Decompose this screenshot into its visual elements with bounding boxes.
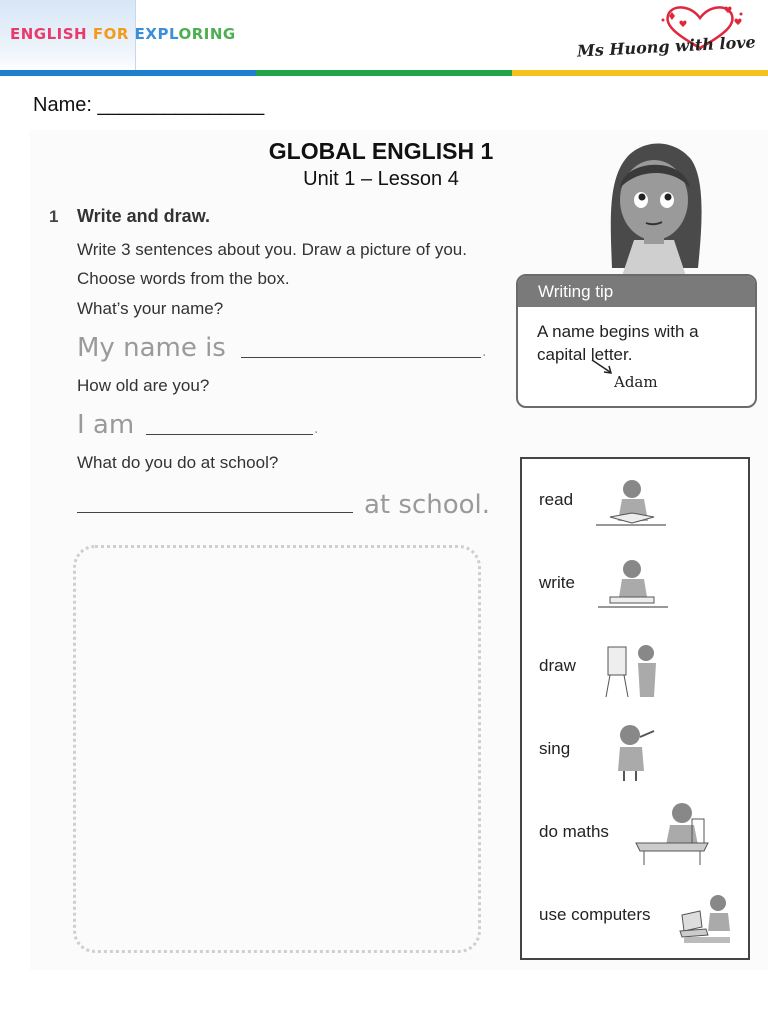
instruction-line: Choose words from the box. bbox=[77, 269, 290, 288]
question-age: How old are you? bbox=[77, 376, 210, 395]
answer-line-school[interactable] bbox=[77, 512, 353, 513]
writing-tip-title: Writing tip bbox=[518, 276, 755, 307]
word-sing: sing bbox=[539, 739, 571, 758]
period: . bbox=[314, 420, 319, 437]
logo: ENGLISH FOR EXPLORING bbox=[10, 25, 236, 43]
question-name: What’s your name? bbox=[77, 299, 224, 318]
arrow-icon bbox=[590, 358, 616, 376]
answer-suffix-school: at school. bbox=[364, 490, 491, 520]
writing-tip-example: Adam bbox=[614, 373, 658, 391]
word-draw: draw bbox=[539, 656, 576, 675]
exercise-heading: Write and draw. bbox=[77, 206, 211, 226]
writing-child-icon bbox=[598, 557, 668, 611]
word-write: write bbox=[539, 573, 575, 592]
worksheet-title: GLOBAL ENGLISH 1 bbox=[268, 138, 494, 164]
drawing-child-icon bbox=[602, 639, 664, 701]
answer-prefix-age: I am bbox=[77, 410, 135, 440]
question-school: What do you do at school? bbox=[77, 453, 279, 472]
signature: Ms Huong with love bbox=[576, 32, 757, 61]
header-stripe-yellow bbox=[512, 70, 768, 76]
word-box bbox=[520, 457, 750, 960]
page-header bbox=[0, 0, 768, 78]
answer-prefix-name: My name is bbox=[77, 333, 226, 363]
drawing-area[interactable] bbox=[73, 545, 481, 953]
name-field[interactable]: Name: _______________ bbox=[33, 94, 265, 116]
worksheet-subtitle: Unit 1 – Lesson 4 bbox=[303, 168, 459, 190]
answer-line-age[interactable] bbox=[146, 434, 313, 435]
computer-child-icon bbox=[678, 891, 736, 945]
header-stripe-green bbox=[256, 70, 512, 76]
reading-child-icon bbox=[596, 477, 666, 529]
singing-child-icon bbox=[608, 721, 658, 783]
word-do-maths: do maths bbox=[539, 822, 609, 841]
instruction-line: Write 3 sentences about you. Draw a picture of you. bbox=[77, 240, 467, 259]
writing-tip-box bbox=[516, 274, 757, 408]
maths-child-icon bbox=[632, 799, 712, 867]
girl-illustration bbox=[594, 138, 714, 276]
header-stripe-blue bbox=[0, 70, 256, 76]
exercise-number: 1 bbox=[49, 207, 59, 226]
word-read: read bbox=[539, 490, 574, 509]
word-use-computers: use computers bbox=[539, 905, 651, 924]
period: . bbox=[482, 343, 487, 360]
answer-line-name[interactable] bbox=[241, 357, 481, 358]
writing-tip-text: A name begins with a capital letter. bbox=[537, 322, 699, 364]
